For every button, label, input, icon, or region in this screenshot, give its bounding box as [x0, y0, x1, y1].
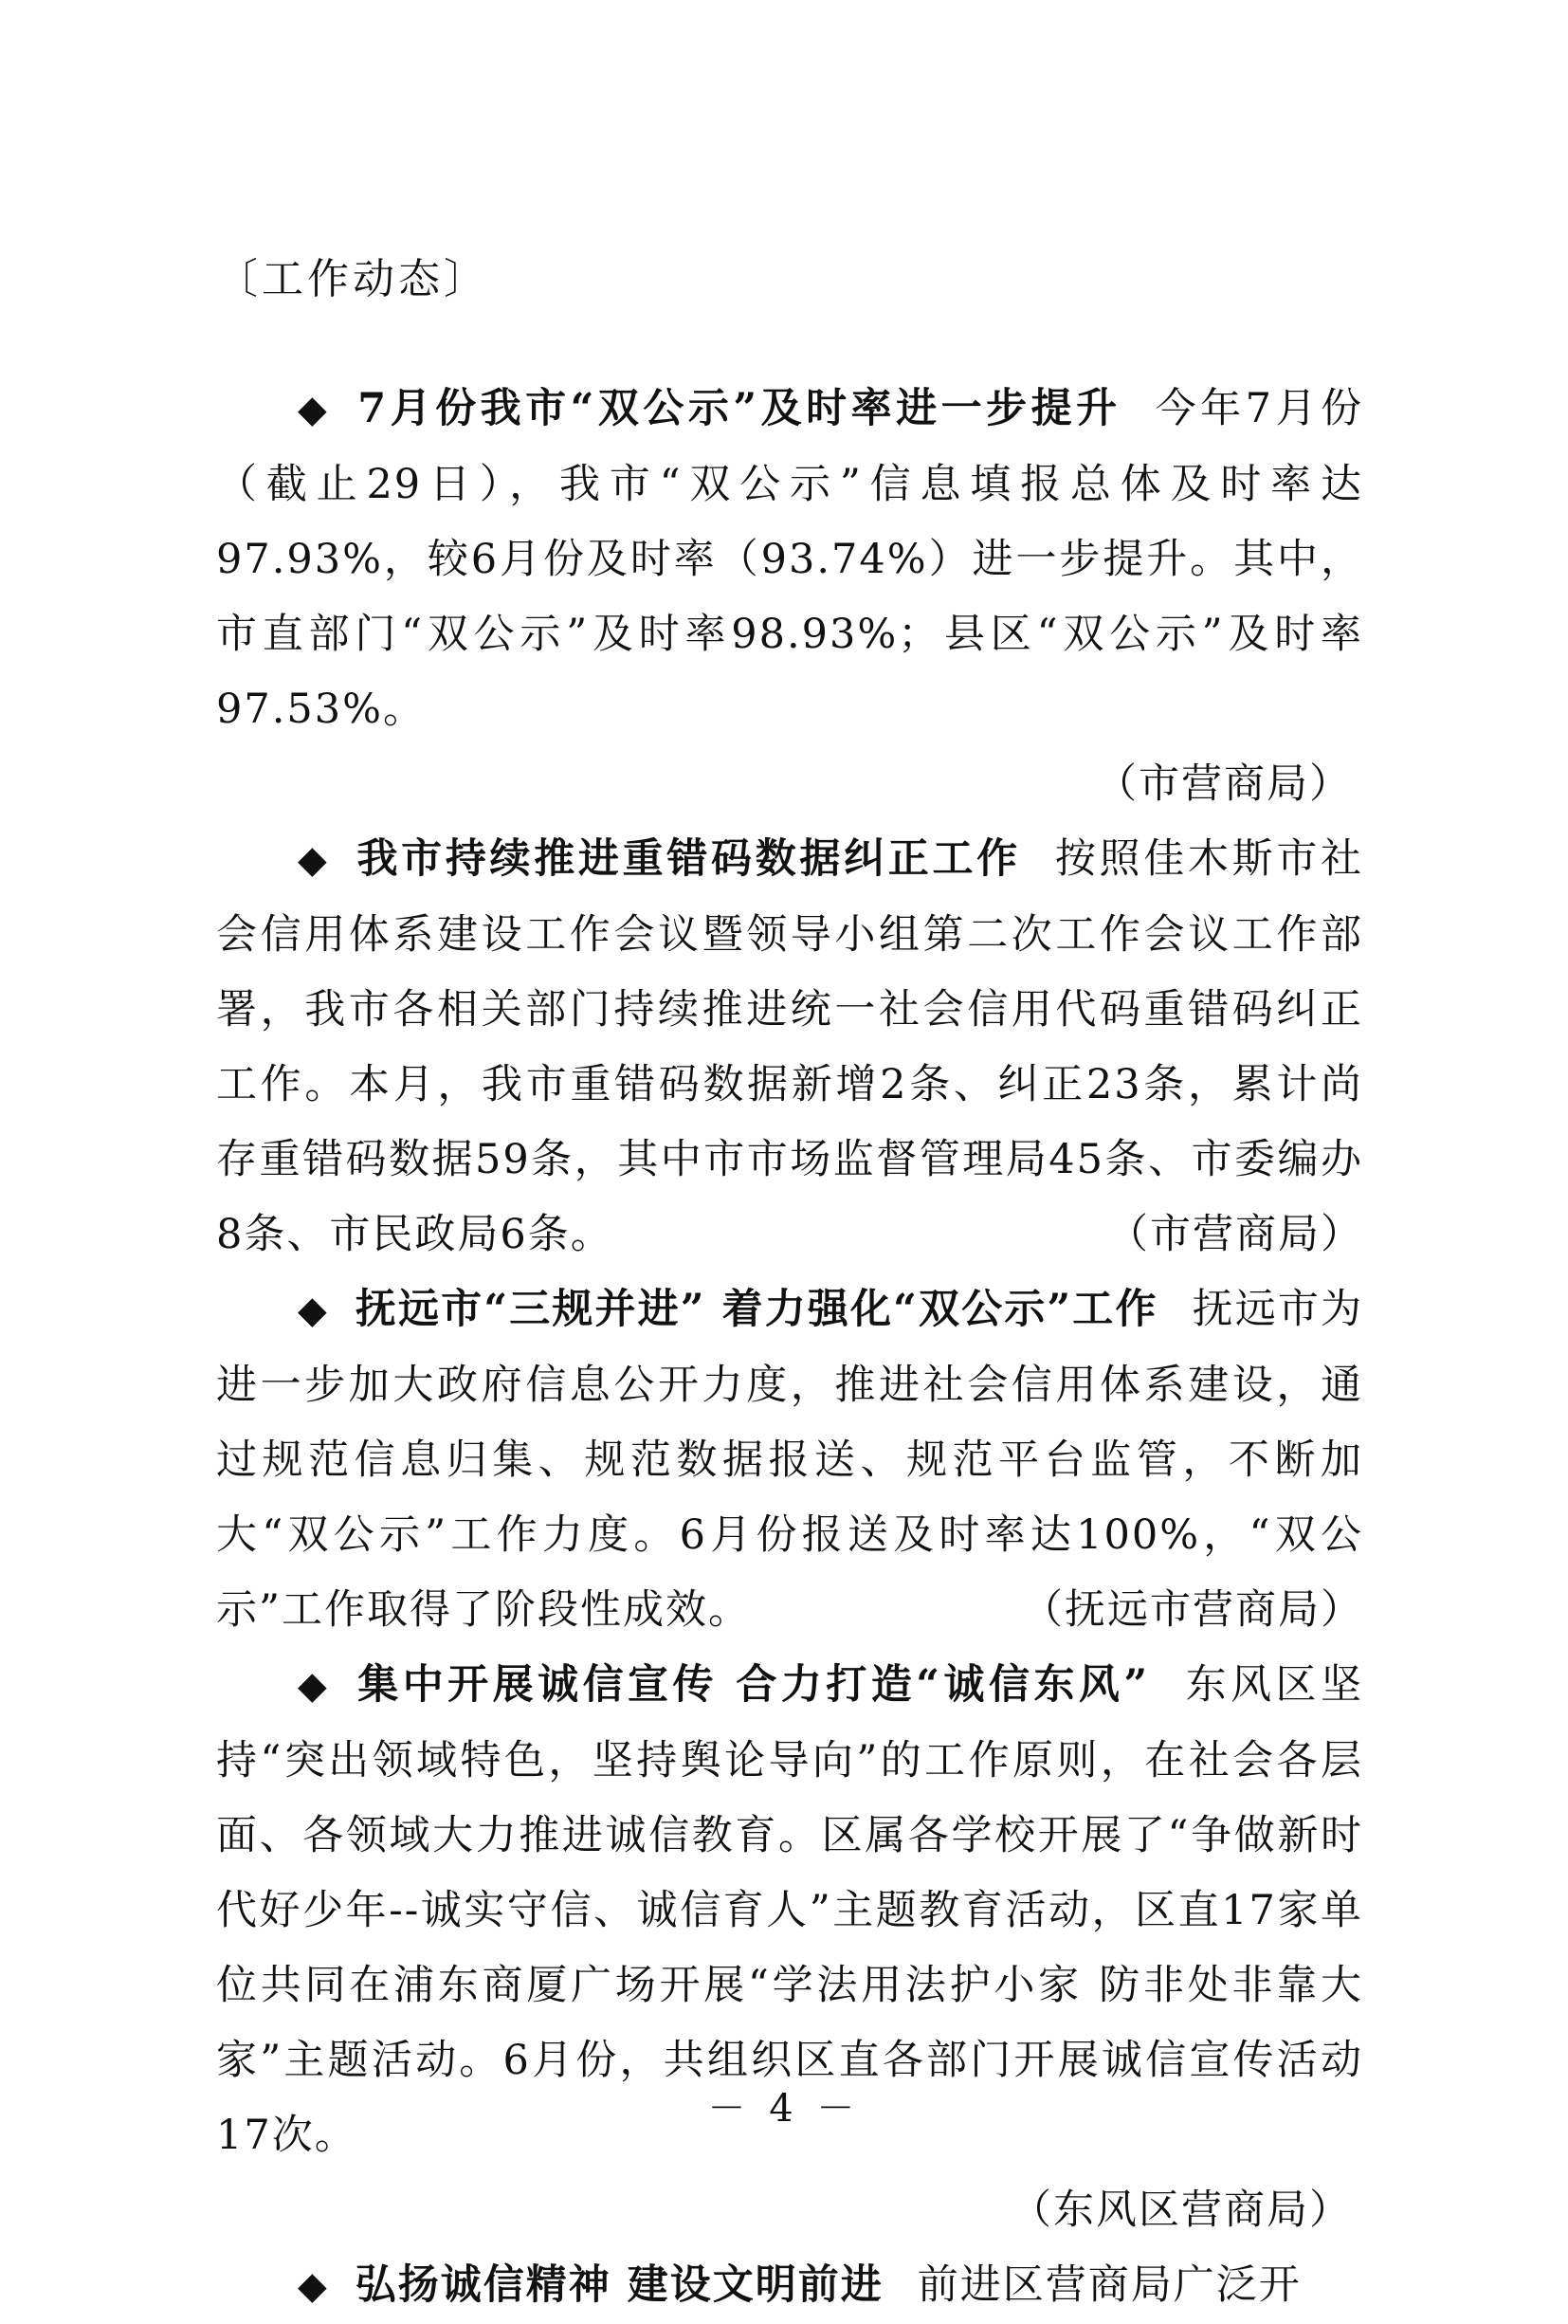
news-headline: 弘扬诚信精神 建设文明前进	[355, 2261, 884, 2309]
news-headline: 我市持续推进重错码数据纠正工作	[356, 835, 1021, 883]
news-headline: 抚远市“三规并进” 着力强化“双公示”工作	[355, 1286, 1158, 1333]
news-item	[216, 1272, 1363, 1648]
news-body: 抚远市为进一步加大政府信息公开力度，推进社会信用体系建设，通过规范信息归集、规范数据报送、规范平台监管，不断加大“双公示”工作力度。6月份报送及时率达100%，“双公示”工作取得了阶段性成效。	[216, 1286, 1364, 1634]
news-body: 东风区坚持“突出领域特色，坚持舆论导向”的工作原则，在社会各层面、各领域大力推进诚信教育。区属各学校开展了“争做新时代好少年--诚实守信、诚信育人”主题教育活动，区直17家单位共同在浦东商厦广场开展“学法用法护小家 防非处非靠大家”主题活动。6月份，共组织区直各部门开展诚信宣传活动17次。	[216, 1661, 1364, 2159]
diamond-bullet-icon: ◆	[298, 838, 331, 882]
news-source: （东风区营商局）	[1011, 2187, 1352, 2234]
news-body: 今年7月份（截止29日），我市“双公示”信息填报总体及时率达97.93%，较6月份及时率（93.74%）进一步提升。其中，市直部门“双公示”及时率98.93%；县区“双公示”及时率97.53%。	[216, 385, 1363, 733]
diamond-bullet-icon: ◆	[298, 388, 332, 431]
section-label: 〔工作动态〕	[216, 255, 489, 303]
diamond-bullet-icon: ◆	[298, 2264, 329, 2308]
news-headline: 7月份我市“双公示”及时率进一步提升	[357, 385, 1121, 432]
news-source: （市营商局）	[1096, 760, 1352, 808]
page-number: － 4 －	[707, 2087, 861, 2131]
news-source: （抚远市营商局）	[1022, 1586, 1363, 1634]
diamond-bullet-icon: ◆	[298, 1664, 332, 1708]
news-body: 前进区营商局广泛开	[917, 2261, 1302, 2309]
news-list	[216, 372, 1363, 2324]
news-headline: 集中开展诚信宣传 合力打造“诚信东风”	[357, 1661, 1150, 1709]
news-item	[216, 2248, 1363, 2324]
diamond-bullet-icon: ◆	[298, 1289, 329, 1332]
news-source: （市营商局）	[1107, 1211, 1363, 1258]
news-item	[216, 1648, 1363, 2248]
news-item	[216, 822, 1363, 1272]
news-body: 按照佳木斯市社会信用体系建设工作会议暨领导小组第二次工作会议工作部署，我市各相关部门持续推进统一社会信用代码重错码纠正工作。本月，我市重错码数据新增2条、纠正23条，累计尚存重错码数据59条，其中市市场监督管理局45条、市委编办8条、市民政局6条。	[216, 835, 1364, 1258]
news-item	[216, 372, 1363, 822]
